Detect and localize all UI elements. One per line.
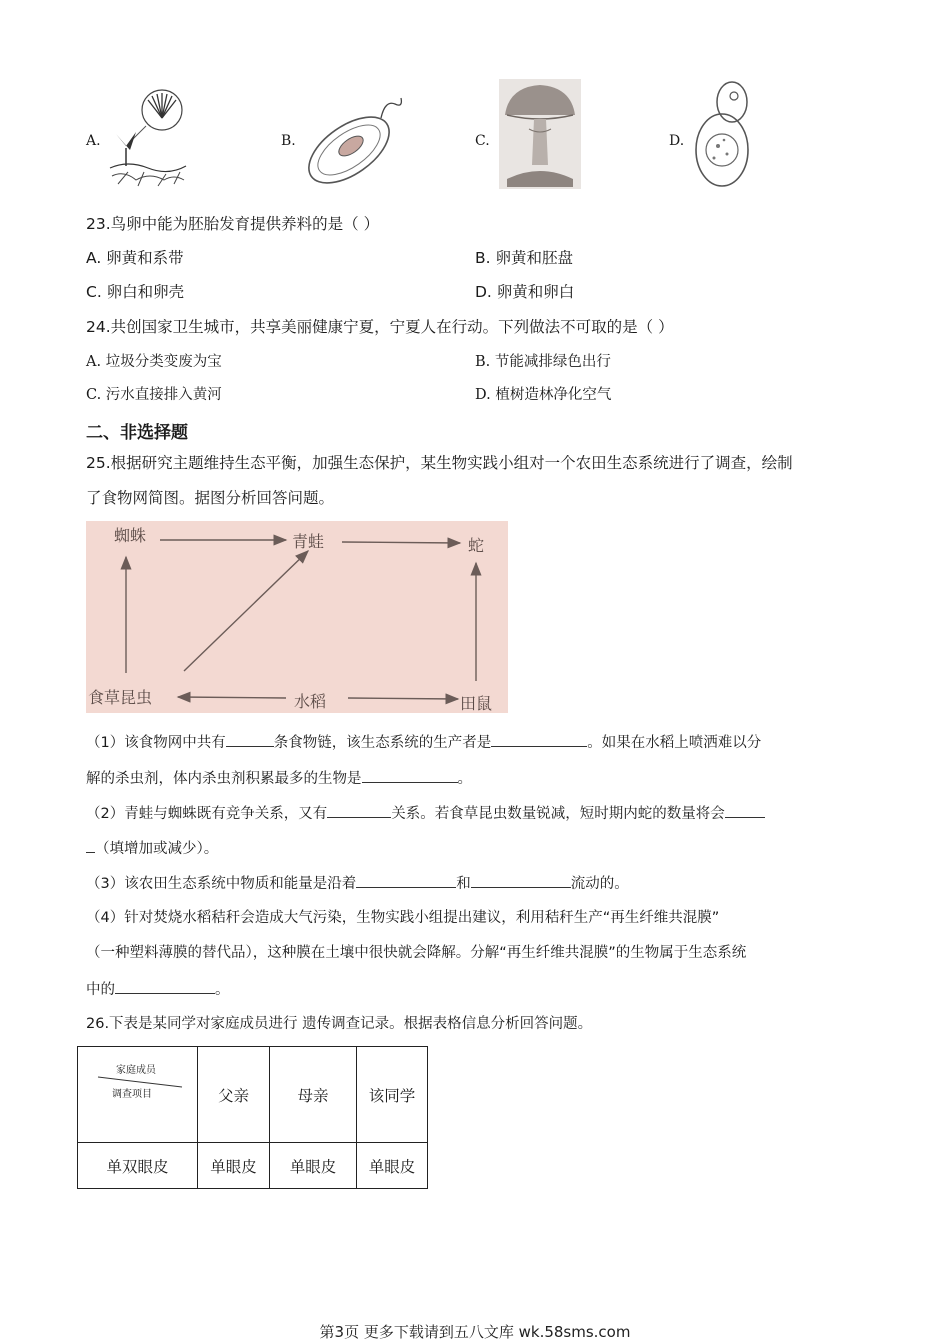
food-web-diagram [86, 521, 508, 713]
q23-stem: 23.鸟卵中能为胚胎发育提供养料的是（ ） [86, 215, 380, 233]
q23-option-b: B. 卵黄和胚盘 [475, 249, 573, 267]
genetics-survey-table [77, 1046, 428, 1189]
header-mother: 母亲 [270, 1047, 357, 1143]
node-insect: 食草昆虫 [88, 688, 153, 707]
answer-blank[interactable] [226, 730, 274, 747]
node-rice: 水稻 [294, 692, 327, 711]
option-b-label: B. [281, 133, 296, 149]
answer-blank[interactable] [725, 801, 765, 818]
q25-part3: （3）该农田生态系统中物质和能量是沿着 和 流动的。 [86, 871, 629, 895]
answer-blank[interactable] [471, 871, 571, 888]
answer-blank[interactable] [86, 836, 95, 853]
q25-part1-line2: 解的杀虫剂，体内杀虫剂积累最多的生物是 。 [86, 766, 472, 790]
row-label: 单双眼皮 [78, 1143, 198, 1189]
bacterium-illustration [303, 96, 405, 192]
cell-mother: 单眼皮 [270, 1143, 357, 1189]
q25-part1-line1: （1）该食物网中共有 条食物链，该生态系统的生产者是 。如果在水稻上喷洒难以分 [86, 730, 761, 754]
option-a-label: A. [86, 133, 101, 149]
mushroom-illustration [499, 79, 581, 189]
q25-stem-line2: 了食物网简图。据图分析回答问题。 [86, 489, 335, 507]
answer-blank[interactable] [491, 730, 587, 747]
answer-blank[interactable] [327, 801, 391, 818]
q25-part4-line3: 中的 。 [86, 977, 230, 1001]
yeast-illustration [694, 78, 754, 190]
header-student: 该同学 [357, 1047, 428, 1143]
section-title: 二、非选择题 [86, 423, 188, 443]
q24-option-c: C. 污水直接排入黄河 [86, 387, 222, 403]
mold-illustration [108, 88, 190, 188]
q25-part2-line1: （2）青蛙与蜘蛛既有竞争关系，又有 关系。若食草昆虫数量锐减，短时期内蛇的数量将会 [86, 801, 765, 825]
node-mouse: 田鼠 [460, 694, 493, 713]
q24-option-d: D. 植树造林净化空气 [475, 387, 612, 403]
option-c-label: C. [475, 133, 490, 149]
q25-stem-line1: 25.根据研究主题维持生态平衡，加强生态保护，某生物实践小组对一个农田生态系统进行了调查，绘制 [86, 454, 793, 472]
q26-stem: 26.下表是某同学对家庭成员进行 遗传调查记录。根据表格信息分析回答问题。 [86, 1016, 593, 1032]
q24-stem: 24.共创国家卫生城市，共享美丽健康宁夏，宁夏人在行动。下列做法不可取的是（ ） [86, 318, 674, 336]
answer-blank[interactable] [362, 766, 458, 783]
q25-part4-line2: （一种塑料薄膜的替代品），这种膜在土壤中很快就会降解。分解“再生纤维共混膜”的生物属于生态系统 [86, 945, 747, 961]
header-family: 家庭成员 [116, 1065, 156, 1076]
cell-father: 单眼皮 [198, 1143, 270, 1189]
q23-option-c: C. 卵白和卵壳 [86, 283, 185, 301]
header-item: 调查项目 [112, 1089, 152, 1100]
option-d-label: D. [669, 133, 685, 149]
page-footer: 第3页 更多下载请到五八文库 wk.58sms.com [319, 1323, 631, 1341]
answer-blank[interactable] [115, 977, 215, 994]
q24-option-a: A. 垃圾分类变废为宝 [86, 354, 222, 370]
q24-option-b: B. 节能减排绿色出行 [475, 354, 611, 370]
q25-part4-line1: （4）针对焚烧水稻秸秆会造成大气污染，生物实践小组提出建议，利用秸秆生产“再生纤维共混膜” [86, 910, 720, 926]
q23-option-a: A. 卵黄和系带 [86, 249, 184, 267]
answer-blank[interactable] [356, 871, 456, 888]
q23-option-d: D. 卵黄和卵白 [475, 283, 575, 301]
cell-student: 单眼皮 [357, 1143, 428, 1189]
q25-part2-line2: （填增加或减少）。 [86, 836, 218, 860]
node-spider: 蜘蛛 [114, 526, 147, 545]
diagonal-header-cell [78, 1047, 198, 1143]
node-frog: 青蛙 [292, 532, 325, 551]
node-snake: 蛇 [468, 536, 485, 555]
header-father: 父亲 [198, 1047, 270, 1143]
